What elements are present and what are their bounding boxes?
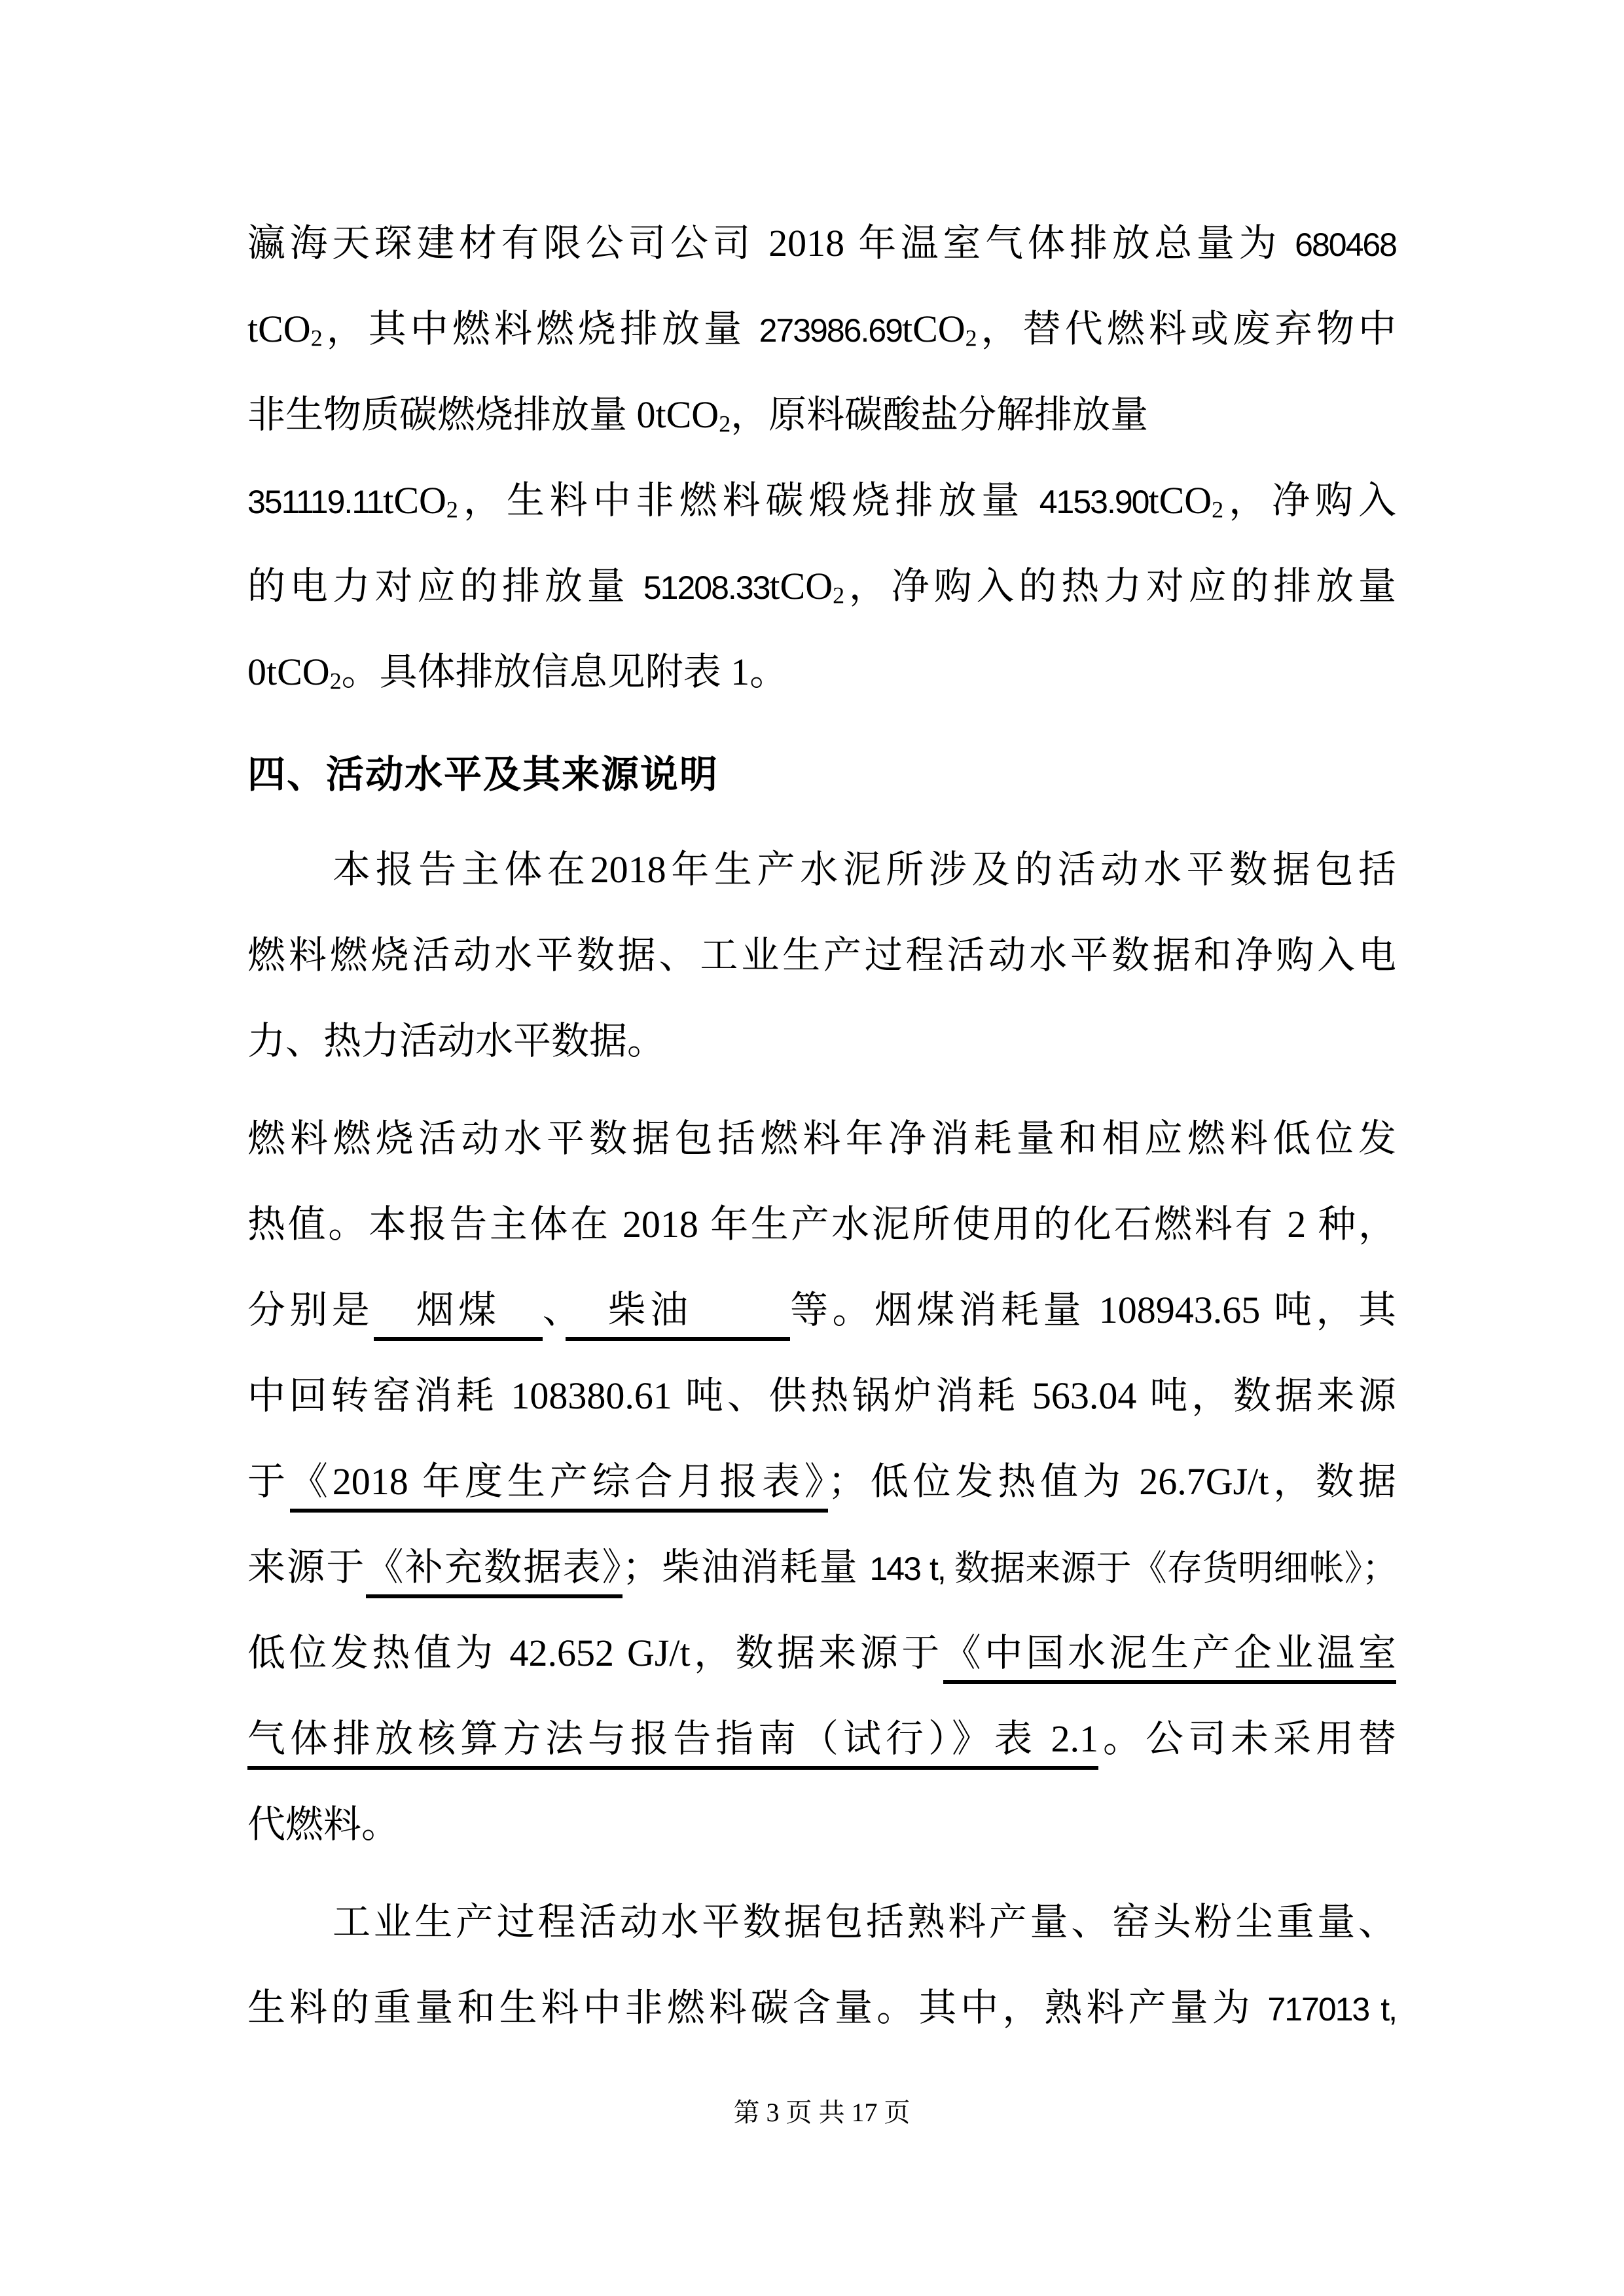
text-segment: tCO <box>383 479 446 522</box>
numeric-text: 273986.69 <box>759 312 902 349</box>
text-segment: 0tCO <box>247 651 330 693</box>
text-segment: 分别是 <box>247 1289 374 1331</box>
text-line <box>247 1782 1396 1867</box>
numeric-text: 680468 <box>1295 226 1396 263</box>
text-line <box>247 1096 1396 1181</box>
text-segment: 燃料燃烧活动水平数据、工业生产过程活动水平数据和净购入电 <box>247 934 1396 977</box>
text-segment: 中回转窑消耗 108380.61 吨、供热锅炉消耗 563.04 吨，数据来源 <box>247 1374 1396 1417</box>
text-segment: tCO <box>247 308 311 350</box>
text-line <box>247 543 1396 629</box>
text-segment: 生料的重量和生料中非燃料碳含量。其中，熟料产量为 <box>247 1986 1268 2029</box>
text-segment: tCO <box>769 565 833 607</box>
text-segment: 四、活动水平及其来源说明 <box>247 753 719 796</box>
text-line <box>247 200 1396 286</box>
text-segment: 于 <box>247 1460 290 1503</box>
numeric-text: 351119.11 <box>247 484 384 520</box>
text-line <box>247 1439 1396 1524</box>
text-segment: ；低位发热值为 26.7GJ/t，数据 <box>827 1460 1396 1503</box>
text-segment: 力、热力活动水平数据。 <box>247 1020 666 1062</box>
text-segment: 瀛海天琛建材有限公司公司 2018 年温室气体排放总量为 <box>247 222 1295 264</box>
text-line <box>247 457 1396 543</box>
text-segment: 燃料燃烧活动水平数据包括燃料年净消耗量和相应燃料低位发 <box>247 1117 1396 1160</box>
subscript-text: 2 <box>329 668 342 694</box>
text-segment: 工业生产过程活动水平数据包括熟料产量、窑头粉尘重量、 <box>333 1901 1396 1943</box>
text-segment: tCO <box>1148 479 1212 522</box>
text-segment: 代燃料。 <box>247 1803 400 1846</box>
text-segment: 等。烟煤消耗量 108943.65 吨，其 <box>790 1289 1396 1331</box>
subscript-text: 2 <box>310 325 323 351</box>
numeric-text: 717013 t, <box>1267 1991 1396 2028</box>
text-line <box>247 372 1396 457</box>
text-line <box>247 1610 1396 1696</box>
section-4-heading <box>247 732 1396 817</box>
text-segment: ，净购入 <box>1223 479 1396 522</box>
text-segment: ，生料中非燃料碳煅烧排放量 <box>458 479 1039 522</box>
text-segment: ；柴油消耗量 <box>622 1546 870 1588</box>
underlined-text: 《补充数据表》 <box>366 1546 623 1598</box>
text-line <box>247 1353 1396 1439</box>
text-line <box>247 286 1396 372</box>
document-body <box>247 200 1396 2051</box>
text-line <box>247 1965 1396 2051</box>
numeric-text: 143 t, <box>869 1551 954 1587</box>
text-segment: ，替代燃料或废弃物中 <box>977 308 1396 350</box>
text-segment: ，净购入的热力对应的排放量 <box>844 565 1396 607</box>
text-segment: ，其中燃料燃烧排放量 <box>322 308 759 350</box>
numeric-text: 4153.90 <box>1039 484 1149 520</box>
underlined-text: 《2018 年度生产综合月报表》 <box>290 1460 828 1513</box>
numeric-text: 51208.33 <box>643 569 770 606</box>
activity-data-overview-paragraph <box>247 827 1396 1084</box>
fuel-combustion-activity-paragraph <box>247 1096 1396 1867</box>
industrial-process-activity-paragraph <box>247 1879 1396 2051</box>
underlined-text: 《中国水泥生产企业温室 <box>943 1632 1396 1684</box>
text-line <box>247 1879 1396 1965</box>
subscript-text: 2 <box>965 325 977 351</box>
text-line <box>247 827 1396 912</box>
text-line <box>247 1524 1396 1610</box>
page-footer: 第 3 页 共 17 页 <box>733 2098 911 2127</box>
text-line <box>247 912 1396 998</box>
subscript-text: 2 <box>833 582 845 609</box>
subscript-text: 2 <box>719 410 731 437</box>
text-segment: 非生物质碳燃烧排放量 0tCO <box>247 393 719 436</box>
text-segment: 、 <box>542 1289 566 1331</box>
sans-text: 数据来源于《存货明细帐》； <box>954 1549 1396 1588</box>
text-segment: 。公司未采用替 <box>1098 1717 1396 1760</box>
text-segment: 。具体排放信息见附表 1。 <box>341 651 788 693</box>
text-line <box>247 998 1396 1084</box>
text-segment: 来源于 <box>247 1546 366 1588</box>
text-line <box>247 1696 1396 1782</box>
text-segment: 低位发热值为 42.652 GJ/t，数据来源于 <box>247 1632 943 1674</box>
text-segment: 本报告主体在2018年生产水泥所涉及的活动水平数据包括 <box>333 848 1396 891</box>
subscript-text: 2 <box>446 496 458 523</box>
text-segment: tCO <box>901 308 965 350</box>
underlined-text: 烟煤 <box>374 1289 543 1341</box>
text-segment: 热值。本报告主体在 2018 年生产水泥所使用的化石燃料有 2 种， <box>247 1203 1396 1246</box>
text-line <box>247 629 1396 715</box>
text-segment: ，原料碳酸盐分解排放量 <box>731 393 1149 436</box>
text-line <box>247 1267 1396 1353</box>
underlined-text: 气体排放核算方法与报告指南（试行）》表 2.1 <box>247 1717 1098 1770</box>
text-line <box>247 732 1396 817</box>
text-segment: 的电力对应的排放量 <box>247 565 643 607</box>
subscript-text: 2 <box>1212 496 1224 523</box>
emissions-summary-paragraph <box>247 200 1396 715</box>
text-line <box>247 1181 1396 1267</box>
underlined-text: 柴油 <box>566 1289 790 1341</box>
